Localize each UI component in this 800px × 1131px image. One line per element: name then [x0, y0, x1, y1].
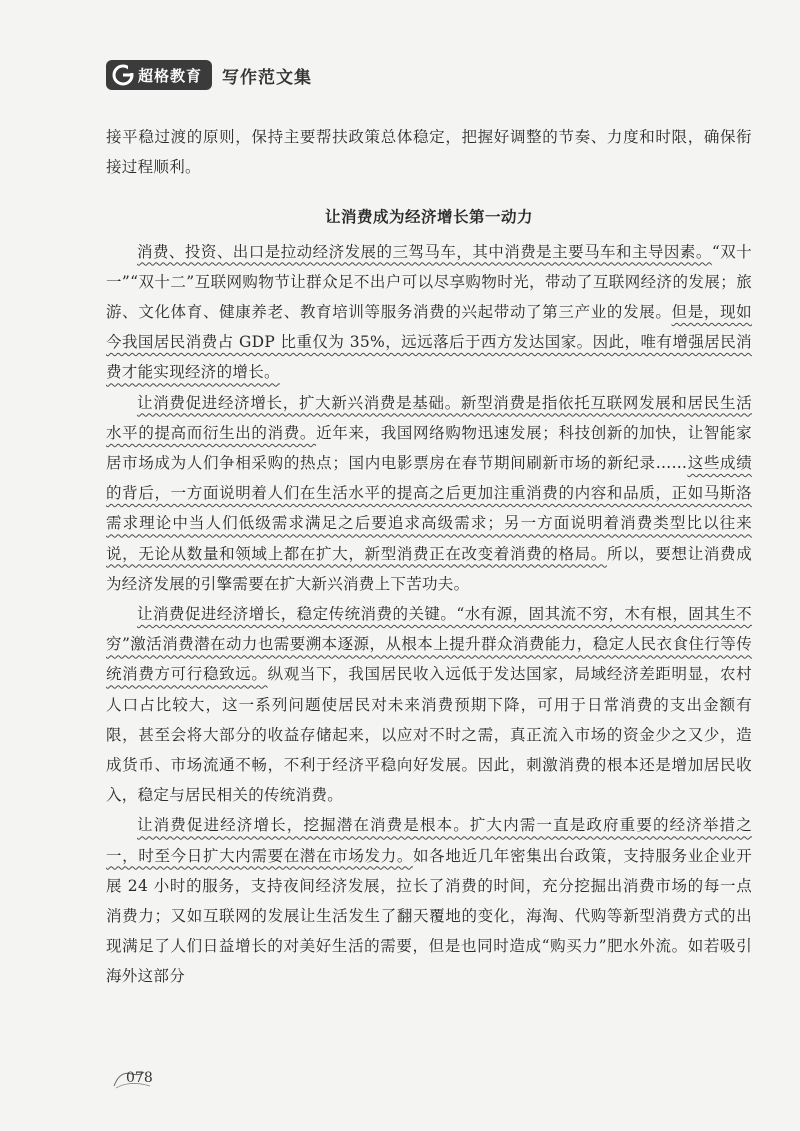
body-text	[106, 122, 752, 992]
page-header	[106, 58, 312, 92]
page-number-text: 078	[126, 1070, 153, 1086]
paragraph-text: 如各地近几年密集出台政策，支持服务业企业开展 24 小时的服务，支持夜间经济发展，拉长了消费的时间，充分挖掘出消费市场的每一点消费力；又如互联网的发展让生活发生了翻天覆地的变化，海淘、代购等新型消费方式的出现满足了人们日益增长的对美好生活的需要，但是也同时造成“购买力”肥水外流。如若吸引海外这部分	[106, 846, 752, 986]
underlined-text: 这些成绩的背后，一方面说明着人们在生活水平的提高之后更加注重消费的内容和品质，正如马斯洛需求理论中当人们低级需求满足之后要追求高级需求；另一方面说明着消费类型比以往来说，无论从数量和领域上都在扩大，新型消费正在改变着消费的格局。	[106, 454, 753, 563]
intro-paragraph	[106, 122, 752, 182]
underlined-text: 让消费促进经济增长，稳定传统消费的关键。“水有源，固其流不穷，木有根，固其生不穷”激活消费潜在动力也需要溯本逐源，从根本上提升群众消费能力，稳定人民衣食住行等传统消费方可行稳致远。	[106, 605, 752, 684]
header-title: 写作范文集	[222, 67, 313, 88]
underlined-text: 让消费促进经济增长，挖掘潜在消费是根本。扩大内需一直是政府重要的经济举措之一，时至今日扩大内需要在潜在市场发力。	[106, 816, 752, 865]
essay-title: 让消费成为经济增长第一动力	[324, 208, 533, 227]
underlined-text: 但是，现如今我国居民消费占 GDP 比重仅为 35%，远远落后于西方发达国家。因此，唯有增强居民消费才能实现经济的增长。	[106, 303, 752, 382]
logo-text: 超格教育	[138, 66, 203, 85]
paragraph-text: 所以，要想让消费成为经济发展的引擎需要在扩大新兴消费上下苦功夫。	[106, 544, 752, 593]
intro-text: 接平稳过渡的原则，保持主要帮扶政策总体稳定，把握好调整的节奏、力度和时限，确保衔接过程顺利。	[106, 128, 752, 177]
paragraph-text: 纵观当下，我国居民收入远低于发达国家，局域经济差距明显，农村人口占比较大，这一系列问题使居民对未来消费预期下降，可用于日常消费的支出金额有限，甚至会将大部分的收益存储起来，以应对不时之需，真正流入市场的资金少之又少，造成货币、市场流通不畅，不利于经济平稳向好发展。因此，刺激消费的根本还是增加居民收入，稳定与居民相关的传统消费。	[106, 665, 752, 805]
page-number	[118, 1070, 153, 1086]
paragraph-text: 近年来，我国网络购物迅速发展；科技创新的加快，让智能家居市场成为人们争相采购的热点；国内电影票房在春节期间刷新市场的新纪录……	[106, 423, 752, 473]
publisher-logo	[106, 60, 212, 90]
paragraph-1	[106, 237, 752, 388]
paragraph-3	[106, 599, 752, 810]
paragraph-2	[106, 388, 752, 599]
underlined-text: 让消费促进经济增长，扩大新兴消费是基础。新型消费是指依托互联网发展和居民生活水平的提高而衍生出的消费。	[106, 393, 752, 442]
paragraph-text: “双十一”“双十二”互联网购物节让群众足不出户可以尽享购物时光，带动了互联网经济的发展；旅游、文化体育、健康养老、教育培训等服务消费的兴起带动了第三产业的发展。	[106, 242, 752, 322]
underlined-text: 消费、投资、出口是拉动经济发展的三驾马车，其中消费是主要马车和主导因素。	[137, 242, 712, 261]
logo-g-icon	[112, 64, 134, 86]
paragraph-4	[106, 810, 752, 991]
